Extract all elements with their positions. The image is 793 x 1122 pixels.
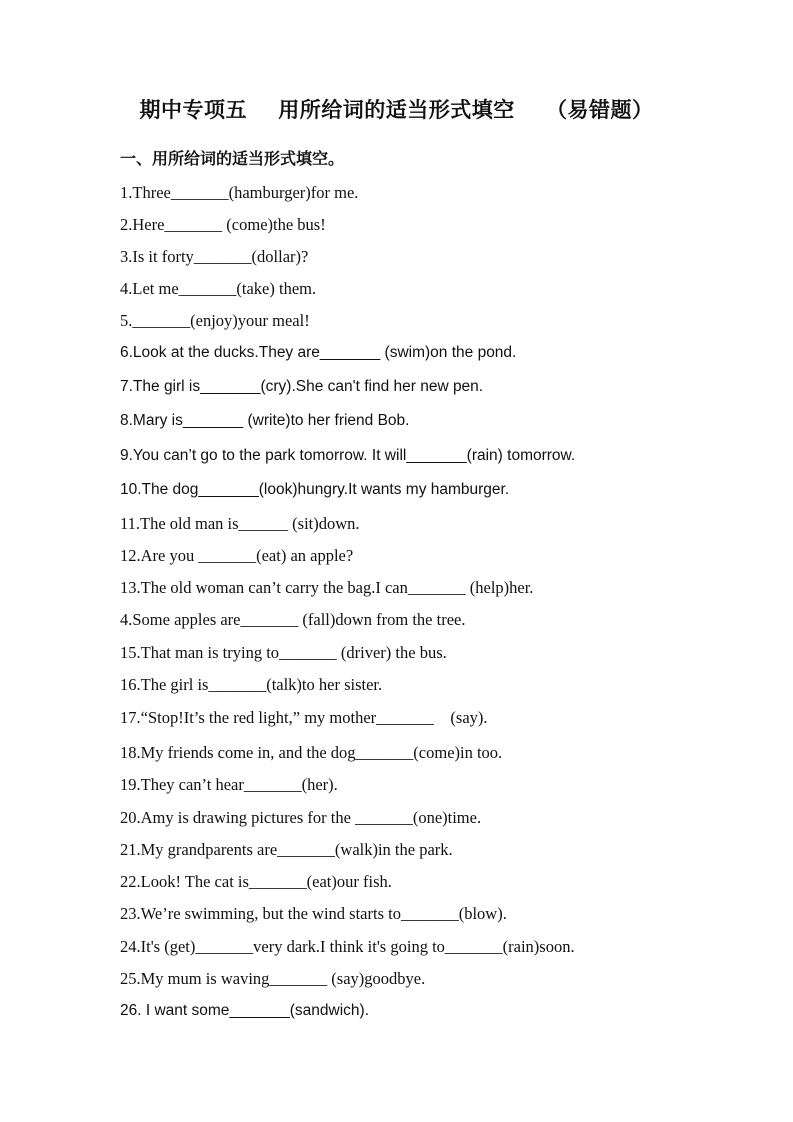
question-7: 7.The girl is_______(cry).She can't find her new pen. [120, 378, 484, 395]
question-15: 15.That man is trying to_______ (driver) the bus. [120, 643, 447, 662]
question-12: 12.Are you _______(eat) an apple? [120, 546, 354, 565]
question-18: 18.My friends come in, and the dog_______(come)in too. [120, 743, 503, 762]
section-heading: 一、用所给词的适当形式填空。 [120, 149, 345, 168]
question-1: 1.Three_______(hamburger)for me. [120, 183, 359, 202]
question-20: 20.Amy is drawing pictures for the _______(one)time. [120, 808, 482, 827]
question-4: 4.Let me_______(take) them. [120, 279, 317, 298]
question-21: 21.My grandparents are_______(walk)in the park. [120, 840, 453, 859]
question-22: 22.Look! The cat is_______(eat)our fish. [120, 872, 392, 891]
question-26: 26. I want some_______(sandwich). [120, 1002, 370, 1019]
question-6: 6.Look at the ducks.They are_______ (swim)on the pond. [120, 344, 517, 361]
question-11: 11.The old man is______ (sit)down. [120, 514, 360, 533]
question-19: 19.They can’t hear_______(her). [120, 775, 338, 794]
question-14: 4.Some apples are_______ (fall)down from the tree. [120, 610, 466, 629]
question-2: 2.Here_______ (come)the bus! [120, 215, 326, 234]
question-5: 5._______(enjoy)your meal! [120, 311, 310, 330]
question-25: 25.My mum is waving_______ (say)goodbye. [120, 969, 426, 988]
question-16: 16.The girl is_______(talk)to her sister. [120, 675, 383, 694]
question-8: 8.Mary is_______ (write)to her friend Bob. [120, 412, 410, 429]
question-23: 23.We’re swimming, but the wind starts to_______(blow). [120, 904, 507, 923]
question-24: 24.It's (get)_______very dark.I think it's going to_______(rain)soon. [120, 937, 575, 956]
question-9: 9.You can’t go to the park tomorrow. It will_______(rain) tomorrow. [120, 447, 576, 464]
page-title: 期中专项五 用所给词的适当形式填空 （易错题） [139, 98, 654, 122]
question-3: 3.Is it forty_______(dollar)? [120, 247, 309, 266]
question-10: 10.The dog_______(look)hungry.It wants my hamburger. [120, 481, 510, 498]
question-13: 13.The old woman can’t carry the bag.I can_______ (help)her. [120, 578, 534, 597]
question-17: 17.“Stop!It’s the red light,” my mother_______ (say). [120, 708, 488, 727]
